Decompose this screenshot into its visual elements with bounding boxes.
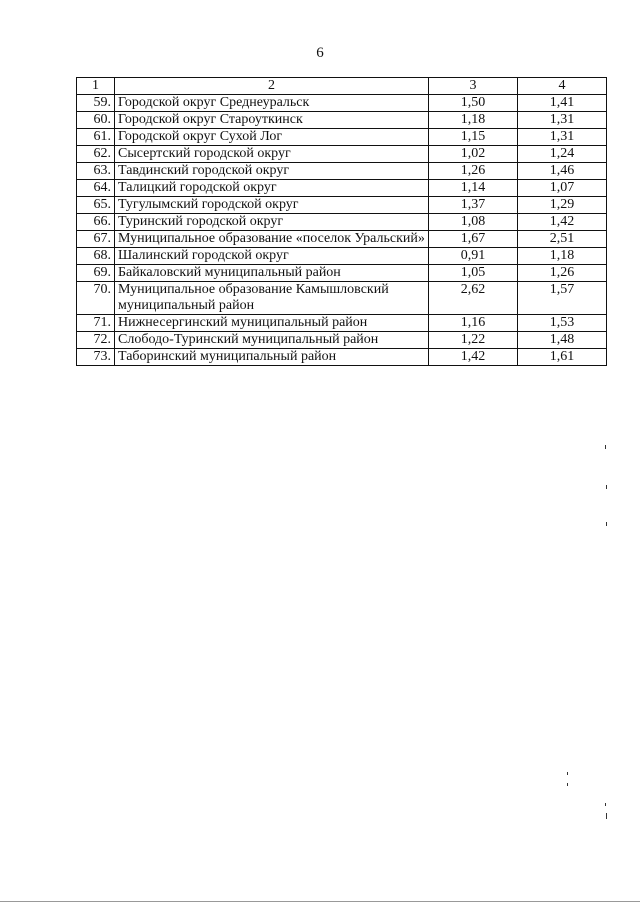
table-row (77, 265, 607, 282)
row-value-4: 1,53 (518, 315, 607, 332)
scan-mark (567, 772, 568, 775)
row-name: Туринский городской округ (115, 214, 429, 231)
row-value-4: 1,48 (518, 332, 607, 349)
row-name: Таборинский муниципальный район (115, 349, 429, 366)
table-row (77, 214, 607, 231)
table-row (77, 315, 607, 332)
row-value-3: 0,91 (429, 248, 518, 265)
row-value-4: 1,41 (518, 95, 607, 112)
row-name: Тугулымский городской округ (115, 197, 429, 214)
table-body (77, 95, 607, 366)
data-table (76, 77, 607, 366)
table-row (77, 180, 607, 197)
row-value-3: 1,18 (429, 112, 518, 129)
table-row (77, 197, 607, 214)
row-value-3: 1,42 (429, 349, 518, 366)
row-number: 72. (77, 332, 115, 349)
table-row (77, 231, 607, 248)
scan-mark (606, 522, 607, 526)
row-value-4: 1,42 (518, 214, 607, 231)
row-value-4: 1,46 (518, 163, 607, 180)
row-name: Байкаловский муниципальный район (115, 265, 429, 282)
row-value-3: 1,37 (429, 197, 518, 214)
header-col-2: 2 (115, 78, 429, 95)
row-name: Муниципальное образование Камышловский муниципальный район (115, 282, 429, 315)
row-value-3: 1,67 (429, 231, 518, 248)
scan-mark (605, 803, 606, 806)
row-value-4: 1,29 (518, 197, 607, 214)
row-value-3: 2,62 (429, 282, 518, 315)
header-col-4: 4 (518, 78, 607, 95)
header-col-3: 3 (429, 78, 518, 95)
scan-mark (605, 445, 606, 449)
row-number: 65. (77, 197, 115, 214)
scan-mark (606, 813, 607, 819)
table-row (77, 129, 607, 146)
row-number: 68. (77, 248, 115, 265)
row-name: Городской округ Сухой Лог (115, 129, 429, 146)
row-value-3: 1,50 (429, 95, 518, 112)
scan-mark (606, 485, 607, 489)
table-row (77, 248, 607, 265)
header-row (77, 78, 607, 95)
table-row (77, 163, 607, 180)
row-number: 70. (77, 282, 115, 315)
row-name: Талицкий городской округ (115, 180, 429, 197)
row-value-4: 1,57 (518, 282, 607, 315)
row-name: Тавдинский городской округ (115, 163, 429, 180)
row-value-4: 1,31 (518, 112, 607, 129)
scan-mark (567, 783, 568, 786)
row-number: 62. (77, 146, 115, 163)
row-name: Слободо-Туринский муниципальный район (115, 332, 429, 349)
row-value-4: 1,24 (518, 146, 607, 163)
table-row (77, 282, 607, 315)
row-name: Городской округ Среднеуральск (115, 95, 429, 112)
row-value-3: 1,22 (429, 332, 518, 349)
row-value-3: 1,02 (429, 146, 518, 163)
row-value-3: 1,08 (429, 214, 518, 231)
page-edge (0, 901, 640, 902)
row-value-3: 1,05 (429, 265, 518, 282)
row-value-4: 2,51 (518, 231, 607, 248)
row-name: Нижнесергинский муниципальный район (115, 315, 429, 332)
row-value-4: 1,31 (518, 129, 607, 146)
table-row (77, 349, 607, 366)
page-number: 6 (316, 45, 324, 61)
row-number: 61. (77, 129, 115, 146)
table-row (77, 112, 607, 129)
row-value-4: 1,26 (518, 265, 607, 282)
row-number: 59. (77, 95, 115, 112)
row-name: Сысертский городской округ (115, 146, 429, 163)
row-name: Шалинский городской округ (115, 248, 429, 265)
row-value-4: 1,18 (518, 248, 607, 265)
table-row (77, 332, 607, 349)
row-number: 64. (77, 180, 115, 197)
table-row (77, 95, 607, 112)
row-name: Городской округ Староуткинск (115, 112, 429, 129)
row-value-3: 1,16 (429, 315, 518, 332)
row-number: 66. (77, 214, 115, 231)
row-number: 60. (77, 112, 115, 129)
row-number: 63. (77, 163, 115, 180)
row-value-4: 1,61 (518, 349, 607, 366)
row-value-4: 1,07 (518, 180, 607, 197)
row-value-3: 1,14 (429, 180, 518, 197)
row-number: 69. (77, 265, 115, 282)
header-col-1: 1 (77, 78, 115, 95)
table-row (77, 146, 607, 163)
row-number: 71. (77, 315, 115, 332)
row-number: 67. (77, 231, 115, 248)
row-number: 73. (77, 349, 115, 366)
row-name: Муниципальное образование «поселок Уральский» (115, 231, 429, 248)
row-value-3: 1,15 (429, 129, 518, 146)
row-value-3: 1,26 (429, 163, 518, 180)
